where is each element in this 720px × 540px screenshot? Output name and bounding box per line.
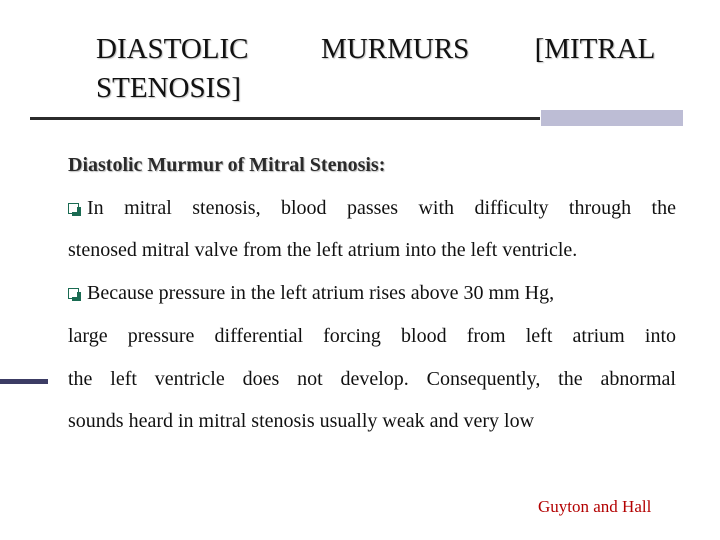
bullet-line: large pressure differential forcing blood from left atrium into [68, 324, 676, 347]
bullet-paragraph-cont [68, 358, 676, 401]
bullet-paragraph-cont [68, 400, 676, 443]
title-word: STENOSIS] [96, 72, 242, 104]
title-divider [30, 117, 540, 120]
slide-body [68, 144, 676, 443]
slide-title [96, 30, 666, 108]
title-divider-box [541, 110, 683, 126]
checkbox-square-bullet-icon [68, 288, 79, 299]
section-heading: Diastolic Murmur of Mitral Stenosis: [68, 154, 386, 176]
bullet-paragraph [68, 272, 676, 315]
bullet-paragraph-cont [68, 229, 676, 272]
citation: Guyton and Hall [538, 497, 652, 516]
checkbox-square-bullet-icon [68, 203, 79, 214]
title-word: MURMURS [321, 33, 470, 65]
bullet-paragraph-cont [68, 315, 676, 358]
bullet-line: In mitral stenosis, blood passes with difficulty through the [87, 196, 676, 219]
bullet-paragraph [68, 187, 676, 230]
side-accent-bar [0, 379, 48, 384]
title-word: DIASTOLIC [96, 33, 249, 65]
title-word: [MITRAL [534, 33, 656, 65]
bullet-line: sounds heard in mitral stenosis usually weak and very low [68, 410, 535, 433]
bullet-line: Because pressure in the left atrium rises above 30 mm Hg, [87, 282, 555, 305]
bullet-line: the left ventricle does not develop. Consequently, the abnormal [68, 367, 676, 390]
bullet-line: stenosed mitral valve from the left atrium into the left ventricle. [68, 239, 578, 262]
